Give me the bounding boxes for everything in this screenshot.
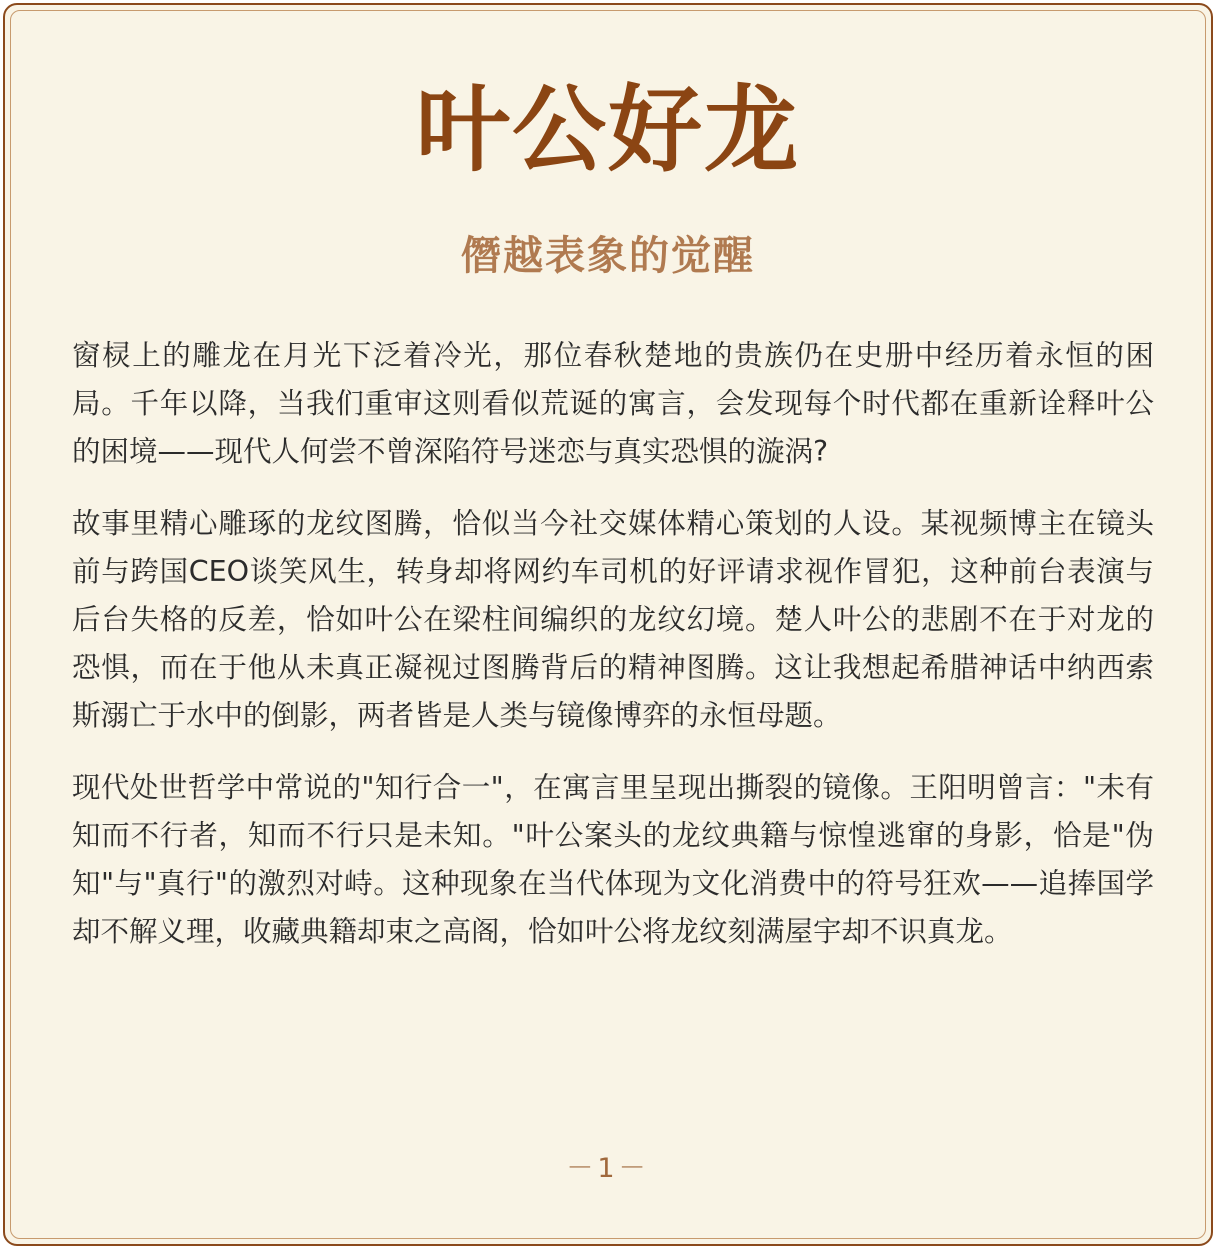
page-subtitle: 僭越表象的觉醒	[461, 233, 755, 279]
paragraph-1: 窗棂上的雕龙在月光下泛着冷光，那位春秋楚地的贵族仍在史册中经历着永恒的困局。千年以降，当我们重审这则看似荒诞的寓言，会发现每个时代都在重新诠释叶公的困境——现代人何尝不曾深陷符号迷恋与真实恐惧的漩涡?	[72, 339, 1154, 468]
article-body	[72, 332, 1154, 980]
document-page	[3, 3, 1213, 1246]
page-title: 叶公好龙	[415, 76, 800, 185]
page-number: －1－	[566, 1153, 650, 1184]
paragraph-2: 故事里精心雕琢的龙纹图腾，恰似当今社交媒体精心策划的人设。某视频博主在镜头前与跨国CEO谈笑风生，转身却将网约车司机的好评请求视作冒犯，这种前台表演与后台失格的反差，恰如叶公在梁柱间编织的龙纹幻境。楚人叶公的悲剧不在于对龙的恐惧，而在于他从未真正凝视过图腾背后的精神图腾。这让我想起希腊神话中纳西索斯溺亡于水中的倒影，两者皆是人类与镜像博弈的永恒母题。	[72, 507, 1154, 732]
paragraph-3: 现代处世哲学中常说的"知行合一"，在寓言里呈现出撕裂的镜像。王阳明曾言："未有知而不行者，知而不行只是未知。"叶公案头的龙纹典籍与惊惶逃窜的身影，恰是"伪知"与"真行"的激烈对峙。这种现象在当代体现为文化消费中的符号狂欢——追捧国学却不解义理，收藏典籍却束之高阁，恰如叶公将龙纹刻满屋宇却不识真龙。	[72, 771, 1154, 948]
